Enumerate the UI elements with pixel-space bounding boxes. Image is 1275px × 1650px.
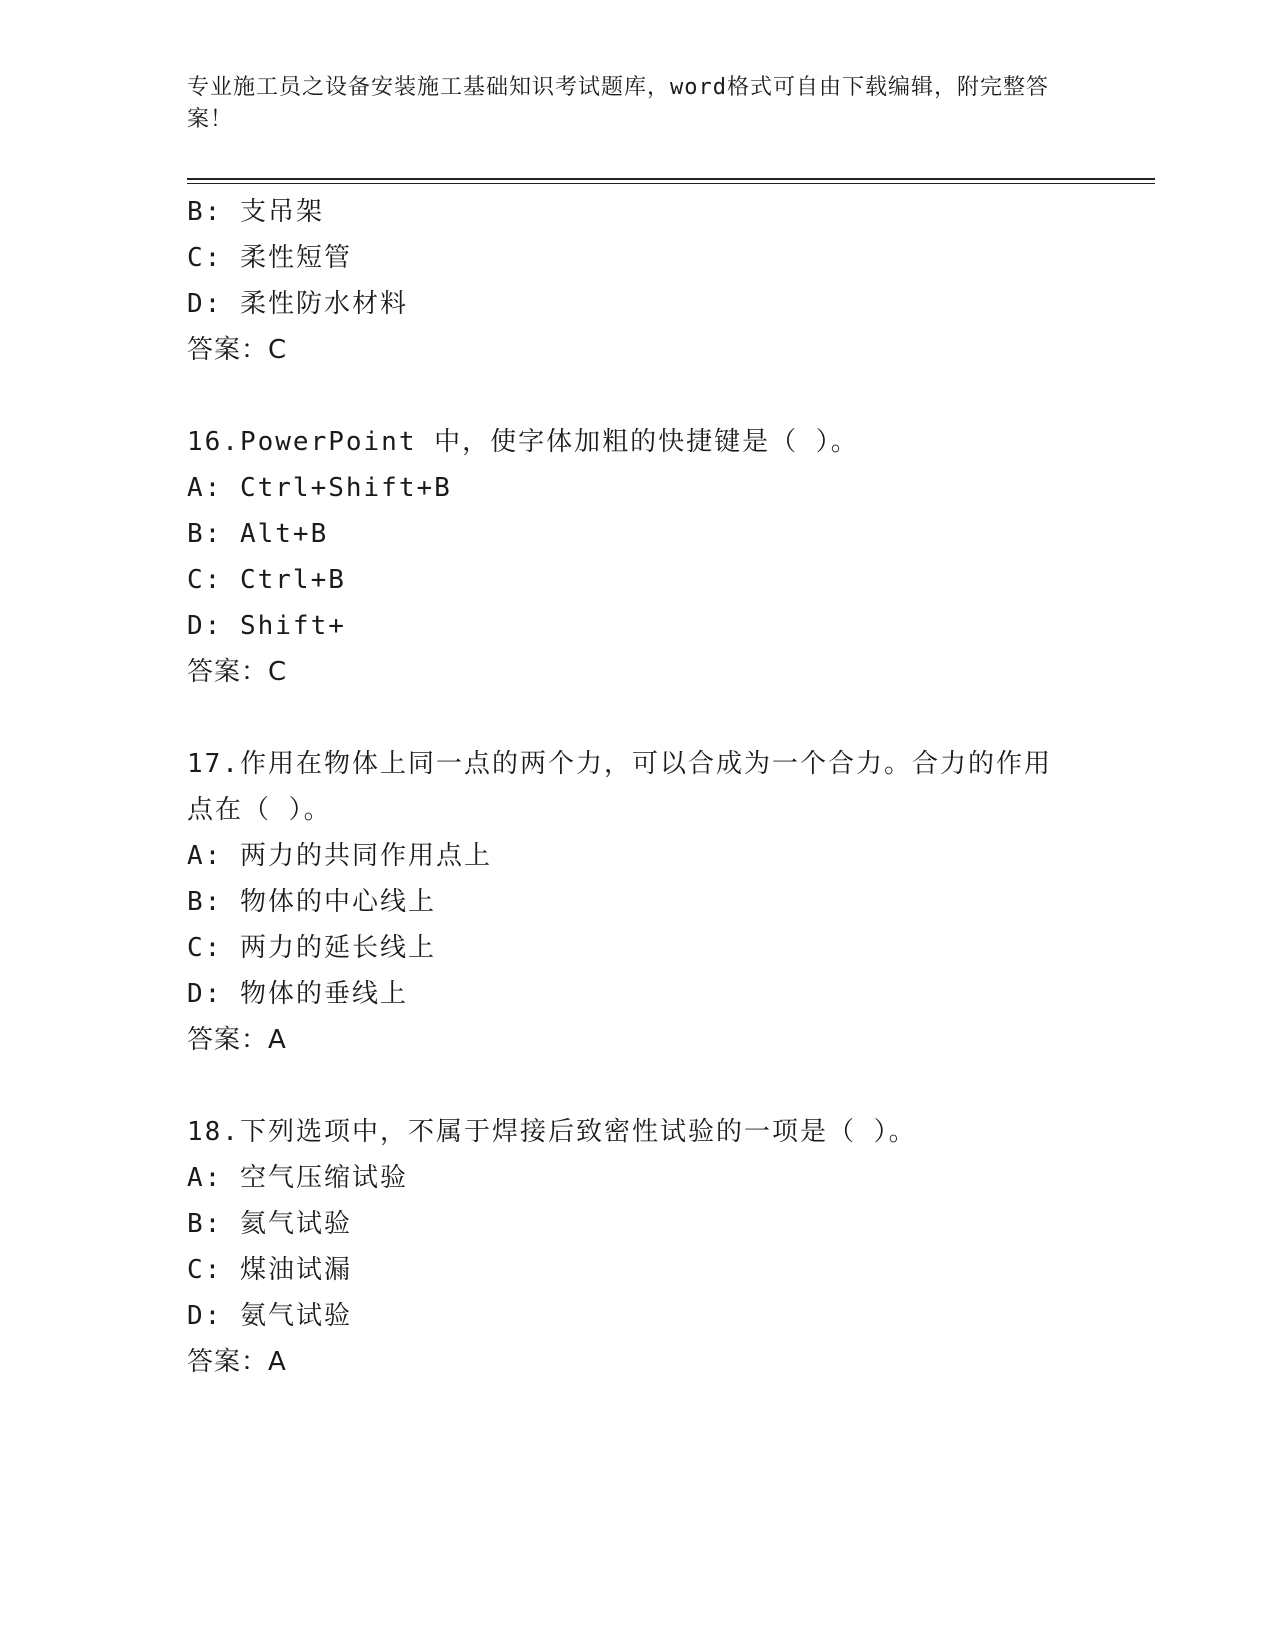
option-b: B: 物体的中心线上 — [187, 887, 436, 917]
option-b: B: 支吊架 — [187, 197, 324, 227]
option-c: C: 煤油试漏 — [187, 1255, 352, 1285]
document-body — [187, 189, 1087, 1385]
option-d: D: 柔性防水材料 — [187, 289, 408, 319]
question-title: 18.下列选项中，不属于焊接后致密性试验的一项是（ ）。 — [187, 1117, 917, 1147]
question-15-continuation — [187, 189, 1087, 373]
option-c: C: Ctrl+B — [187, 565, 346, 595]
answer-line: 答案：C — [187, 657, 288, 687]
answer-line: 答案：A — [187, 1025, 287, 1055]
document-header: 专业施工员之设备安装施工基础知识考试题库，word格式可自由下载编辑，附完整答案！ — [187, 75, 1049, 132]
option-d: D: 物体的垂线上 — [187, 979, 408, 1009]
question-title: 17.作用在物体上同一点的两个力，可以合成为一个合力。合力的作用点在（ ）。 — [187, 749, 1052, 825]
option-a: A: 空气压缩试验 — [187, 1163, 408, 1193]
header-divider-thick — [187, 178, 1155, 180]
option-b: B: Alt+B — [187, 519, 329, 549]
option-a: A: Ctrl+Shift+B — [187, 473, 452, 503]
answer-line: 答案：C — [187, 335, 288, 365]
header-divider-thin — [187, 183, 1155, 184]
option-c: C: 两力的延长线上 — [187, 933, 436, 963]
question-17 — [187, 741, 1087, 1063]
option-d: D: Shift+ — [187, 611, 346, 641]
answer-line: 答案：A — [187, 1347, 287, 1377]
option-c: C: 柔性短管 — [187, 243, 352, 273]
option-b: B: 氦气试验 — [187, 1209, 352, 1239]
option-a: A: 两力的共同作用点上 — [187, 841, 492, 871]
question-18 — [187, 1109, 1087, 1385]
question-title: 16.PowerPoint 中，使字体加粗的快捷键是（ ）。 — [187, 427, 859, 457]
question-16 — [187, 419, 1087, 695]
option-d: D: 氨气试验 — [187, 1301, 352, 1331]
